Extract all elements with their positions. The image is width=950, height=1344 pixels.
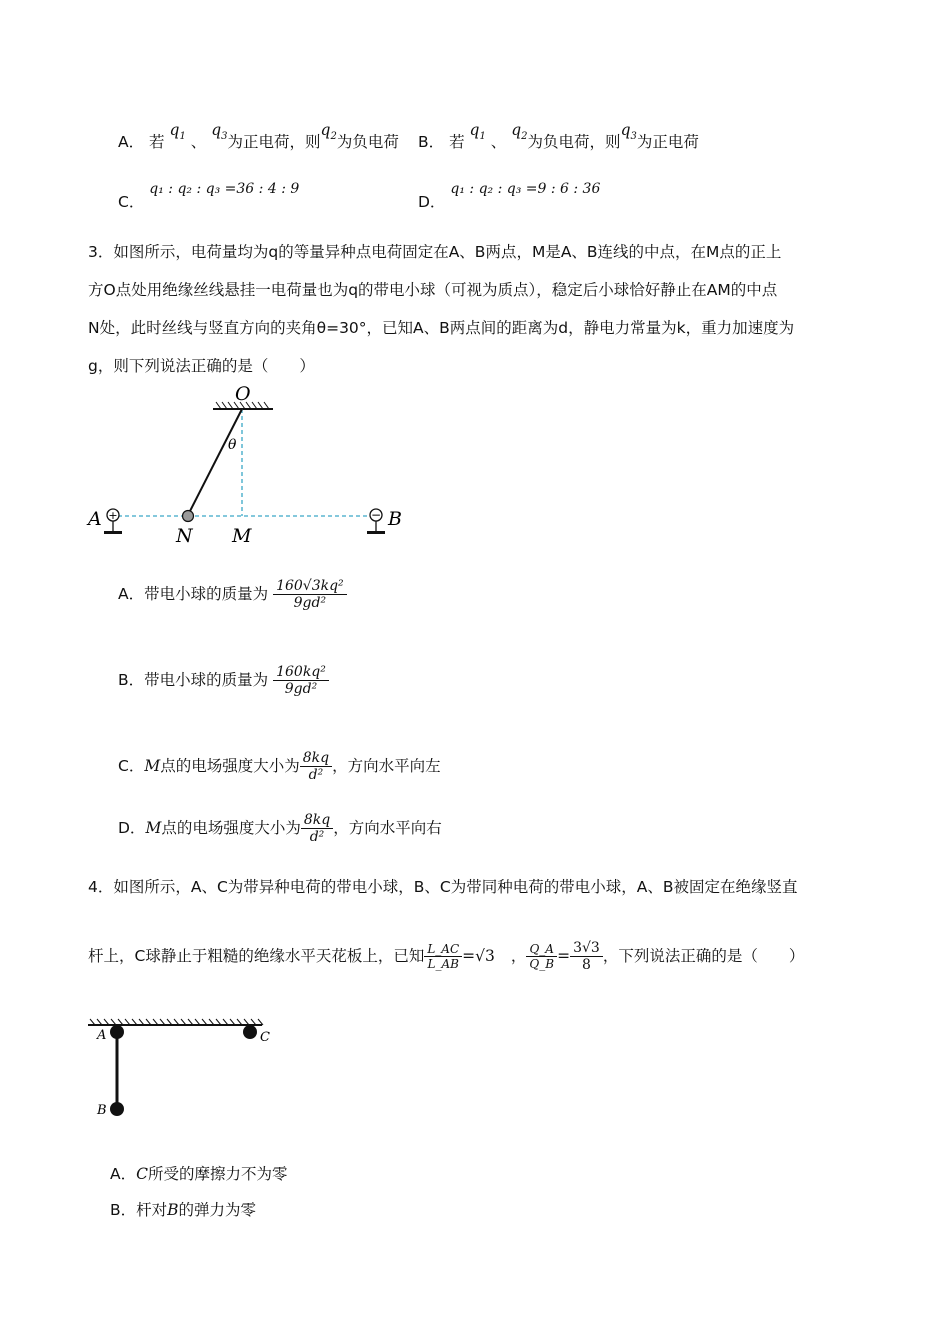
charged-ball-n — [183, 511, 194, 522]
q4-stem-line-1: 4．如图所示，A、C为带异种电荷的带电小球，B、C为带同种电荷的带电小球，A、B被固定在绝缘竖直 — [88, 878, 798, 896]
charge-b-minus — [367, 508, 385, 534]
charge-a-plus — [104, 509, 122, 534]
q3-stem-line-3: N处，此时丝线与竖直方向的夹角θ=30°，已知A、B两点间的距离为d，静电力常量为k，重力加速度为 — [88, 319, 795, 337]
q2-option-c: C． q₁ : q₂ : q₃ =36 : 4 : 9 — [118, 181, 300, 211]
q4-option-a: A．C所受的摩擦力不为零 — [110, 1165, 288, 1183]
q4-stem-line-2: 杆上，C球静止于粗糙的绝缘水平天花板上，已知 $\frac{L\_AC}{L\_AB}$ =√3 ， $\frac{Q\_A}{Q\_B}$ = $\frac{3√3}{8}$ ，下列说法正确的是（ ） — [88, 940, 805, 973]
fraction: $\frac{8kq}{\text{d²}}$ — [300, 750, 332, 783]
q2-option-a: A． 若 $q_1$ 、 $q_3$为正电荷，则$q_2$为负电荷 — [118, 121, 399, 151]
ball-c — [243, 1025, 257, 1039]
fraction-qa-qb: $\frac{Q\_A}{Q\_B}$ — [526, 942, 557, 971]
label-n: N — [176, 525, 193, 547]
q2-option-b: B． 若 $q_1$ 、 $q_2$为负电荷，则$q_3$为正电荷 — [418, 121, 699, 151]
thread-line — [188, 409, 242, 515]
q3-stem-line-1: 3．如图所示，电荷量均为q的等量异种点电荷固定在A、B两点，M是A、B连线的中点，在M点的正上 — [88, 243, 782, 261]
label-b: B — [97, 1103, 107, 1118]
label-c: C — [260, 1030, 270, 1045]
q3-option-a: A．带电小球的质量为 $\frac{\text{160√3kq²}}{\text{9gd²}}$ — [118, 578, 347, 611]
ball-a — [110, 1025, 124, 1039]
q4-option-b: B．杆对B的弹力为零 — [110, 1201, 257, 1219]
fraction-lac-lab: $\frac{L\_AC}{L\_AB}$ — [424, 942, 462, 971]
svg-text:+: + — [108, 509, 118, 522]
label-a: A — [88, 508, 102, 530]
q2-option-d: D． q₁ : q₂ : q₃ =9 : 6 : 36 — [418, 181, 601, 211]
fraction-3sqrt3-8: $\frac{3√3}{8}$ — [570, 940, 603, 973]
label-b: B — [388, 508, 402, 530]
q3-figure — [80, 385, 420, 555]
q3-stem-line-4: g，则下列说法正确的是（ ） — [88, 357, 315, 375]
q3-option-b: B．带电小球的质量为 $\frac{\text{160kq²}}{\text{9gd²}}$ — [118, 664, 329, 697]
fraction: $\frac{\text{160√3kq²}}{\text{9gd²}}$ — [273, 578, 347, 611]
fraction: $\frac{\text{160kq²}}{\text{9gd²}}$ — [273, 664, 329, 697]
q3-option-d: D．M点的电场强度大小为 $\frac{8kq}{\text{d²}}$ ，方向水平向右 — [118, 812, 442, 845]
q4-figure — [80, 1012, 300, 1132]
label-theta: θ — [228, 437, 237, 453]
q3-option-c: C．M点的电场强度大小为 $\frac{8kq}{\text{d²}}$ ，方向水平向左 — [118, 750, 441, 783]
label-o: O — [235, 385, 251, 405]
svg-text:−: − — [370, 508, 382, 522]
ball-b — [110, 1102, 124, 1116]
label-a: A — [97, 1028, 107, 1043]
fraction: $\frac{8kq}{\text{d²}}$ — [301, 812, 333, 845]
q3-stem-line-2: 方O点处用绝缘丝线悬挂一电荷量也为q的带电小球（可视为质点），稳定后小球恰好静止在AM的中点 — [88, 281, 778, 299]
label-m: M — [232, 525, 252, 547]
